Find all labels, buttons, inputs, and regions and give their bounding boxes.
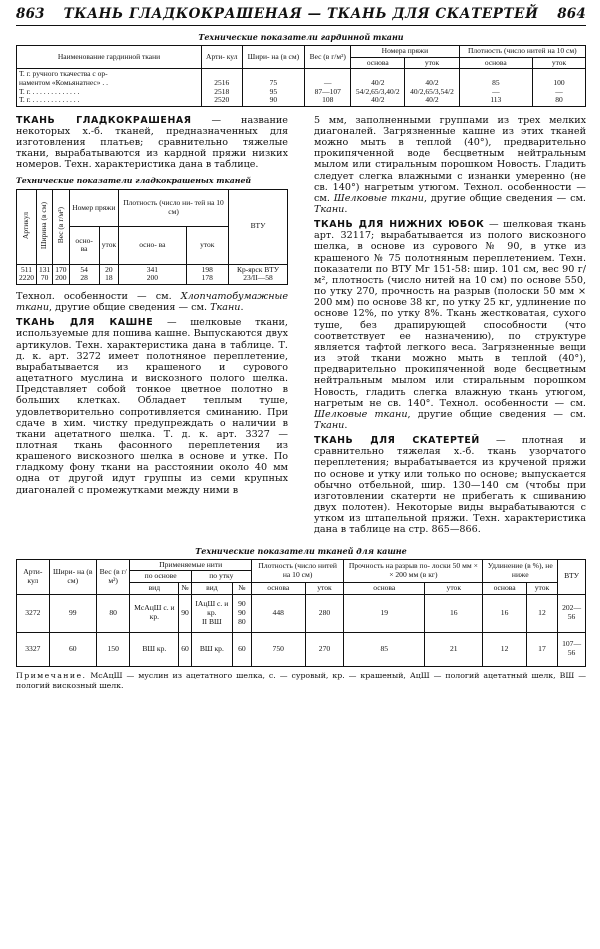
t3-cell: 280 xyxy=(305,594,344,632)
page-number-right: 864 xyxy=(557,6,586,22)
t3-h-elong: Удлинение (в %), не ниже xyxy=(483,559,558,582)
t1-cell: 40/2 xyxy=(425,95,439,105)
t2-cell: 170 xyxy=(55,264,67,274)
t1-h-article: Арти- кул xyxy=(202,46,243,69)
t3-cell: 270 xyxy=(305,632,344,666)
entry-heading: ТКАНЬ ДЛЯ КАШНЕ xyxy=(16,317,154,329)
t3-h-article: Арти- кул xyxy=(17,559,50,594)
t2-cell: 28 xyxy=(80,273,88,283)
t2-h-warp: осно- ва xyxy=(69,227,99,265)
t1-h-name: Наименование гардинной ткани xyxy=(17,46,202,69)
t3-h-no: № xyxy=(179,582,192,594)
page-number-left: 863 xyxy=(16,6,45,22)
text-run: . xyxy=(344,204,348,215)
t2-h-article-cell xyxy=(17,189,37,264)
t3-h-width: Шири- на (в см) xyxy=(49,559,96,594)
t2-h-weight: Вес (в г/м²) xyxy=(55,207,65,244)
t3-cell: 3327 xyxy=(17,632,50,666)
t3-cell: 60 xyxy=(232,632,251,666)
t3-h-e-warp: основа xyxy=(483,582,526,594)
note-label: Примечание. xyxy=(16,670,87,680)
t2-cell: 54 xyxy=(80,264,88,274)
t3-cell xyxy=(232,594,251,632)
t3-h-vtu: ВТУ xyxy=(558,559,586,594)
text-run: Ткани xyxy=(210,302,241,314)
t1-names xyxy=(17,69,202,107)
t2-cell: 200 xyxy=(55,273,67,283)
t1-cell: 2518 xyxy=(214,86,230,96)
two-columns xyxy=(16,115,586,540)
t2-cell: 178 xyxy=(201,273,213,283)
text-run: , другие общие сведения — см. xyxy=(407,408,586,420)
t3-cell: 80 xyxy=(96,594,130,632)
t2-h-warp2: осно- ва xyxy=(119,227,186,265)
t2-h-article: Артикул xyxy=(21,211,31,239)
t3-h-weight: Вес (в г/м²) xyxy=(96,559,130,594)
entry-text: 5 мм, заполненными группами из трех мелких диагоналей. Загрязненные кашне из этих тканей можно мыть в теплой (40°), предварительно прокипяченной воде бесцветным нейтральным мылом или стиральным порошком Новость. Гладить следует слегка влажными с изнанки умеренно (не св. 140°) нагретым утюгом. Технол. особенности — см. xyxy=(314,114,586,204)
t1-dwefts xyxy=(533,69,586,107)
t3-cell xyxy=(191,594,232,632)
t1-cell: 100 xyxy=(553,77,565,87)
text-run: , другие общие сведения — см. xyxy=(49,302,211,314)
t3-cell: 60 xyxy=(49,632,96,666)
t1-cell: — xyxy=(323,77,332,87)
t3-h-density: Плотность (число нитей на 10 см) xyxy=(251,559,343,582)
t3-cell: ВШ кр. xyxy=(130,632,179,666)
t3-cell-line: IАцШ с. и кр. xyxy=(195,599,229,617)
t2-cell: 18 xyxy=(105,273,113,283)
t2-h-yarn: Номер пряжи xyxy=(69,189,119,227)
running-head xyxy=(16,6,586,26)
t1-cell: — xyxy=(492,86,500,96)
t2-h-weft2: уток xyxy=(186,227,228,265)
t3-cell: 3272 xyxy=(17,594,50,632)
t3-cell: 60 xyxy=(179,632,192,666)
t1-cell: — xyxy=(555,86,563,96)
text-run: . xyxy=(344,419,348,431)
t3-cell-line: 80 xyxy=(238,616,246,626)
t1-cell: 2520 xyxy=(214,95,230,105)
t3-cell: 90 xyxy=(179,594,192,632)
t1-cell: 40/2 xyxy=(425,77,439,87)
t3-cell: 85 xyxy=(344,632,425,666)
table-row xyxy=(17,632,586,666)
t2-cell: 511 xyxy=(21,264,32,274)
t1-cell: 90 xyxy=(269,95,278,105)
t1-name-line: Т. г. . . . . . . . . . . . . . xyxy=(19,95,80,105)
t1-cell: 80 xyxy=(555,95,563,105)
entry-text: — шелковые ткани, используемые для пошива кашне. Выпускаются двух артикулов. Техн. характеристика дана в таблице. Т. д. к. арт. 3272 имеет полотняное переплетение, вырабатывается из крашеного и сурового ацетатного муслина и вискозного полого шелка. Представляет собой тонкое цветное полотно в больших клетках. Обладает теплым туше, удовлетворительно сопротивляется сминанию. При сдаче в хим. чистку предупреждать о наличии в ткани ацетатного шелка. Т. д. к. арт. 3327 — плотная ткань фасонного переплетения из крашеного вискозного шелка в основе и утке. По гладкому фону ткани на расстоянии около 40 мм одна от другой идут группы из семи крупных диагоналей с промежутками между ними в xyxy=(16,317,288,496)
t3-h-strength: Прочность на разрыв по- лоски 50 мм × × 200 мм (в кг) xyxy=(344,559,483,582)
table-note xyxy=(16,671,586,691)
text-run: Шелковые ткани xyxy=(333,192,424,204)
t1-cell: 85 xyxy=(492,77,500,87)
t3-cell: 150 xyxy=(96,632,130,666)
t3-h-no2: № xyxy=(232,582,251,594)
t3-cell: 12 xyxy=(526,594,557,632)
t3-h-kind2: вид xyxy=(191,582,232,594)
t1-cell: 95 xyxy=(269,86,278,96)
t2-c-weight xyxy=(53,264,69,284)
entry-text: — плотная и сравнительно тяжелая х.-б. ткань узорчатого переплетения; вырабатывается из крученой пряжи по основе и утку или только по основе; выпускается обычно отбельной, шир. 130—140 см (чтобы при изготовлении скатерти не прибегать к сшиванию двух полотен). Некоторые виды вырабатываются с утком из штапельной пряжи. Техн. характеристика дана в таблице на стр. 865—866. xyxy=(314,435,586,536)
t3-cell-line: II ВШ xyxy=(202,616,222,626)
t1-h-d-weft: уток xyxy=(533,57,586,69)
t3-h-e-weft: уток xyxy=(526,582,557,594)
t2-c-warp xyxy=(69,264,99,284)
t3-cell: 202—56 xyxy=(558,594,586,632)
t3-cell: 19 xyxy=(344,594,425,632)
table1-caption: Технические показатели гардинной ткани xyxy=(198,32,404,42)
t3-h-kind: вид xyxy=(130,582,179,594)
t2-c-art xyxy=(17,264,37,284)
t1-name-line: Т. г. . . . . . . . . . . . . . xyxy=(19,86,80,96)
t3-cell: 17 xyxy=(526,632,557,666)
t1-h-weft: уток xyxy=(405,57,459,69)
t3-cell: 16 xyxy=(425,594,483,632)
t2-h-weight-cell xyxy=(53,189,69,264)
table2-caption: Технические показатели гладкокрашеных тканей xyxy=(16,175,252,185)
text-run: Технол. особенности — см. xyxy=(16,290,181,302)
t1-h-width: Шири- на (в см) xyxy=(242,46,305,69)
t3-h-by-warp: по основе xyxy=(130,571,191,583)
t2-cell: 2220 xyxy=(19,273,34,283)
text-run: Ткани xyxy=(314,204,345,215)
t3-h-s-warp: основа xyxy=(344,582,425,594)
t3-cell: 16 xyxy=(483,594,526,632)
t3-cell: МсАцШ с. и кр. xyxy=(130,594,179,632)
t1-h-yarn: Номера пряжи xyxy=(351,46,459,58)
t1-warps xyxy=(351,69,405,107)
entry-heading: ТКАНЬ ГЛАДКОКРАШЕНАЯ xyxy=(16,114,192,126)
t1-weights xyxy=(305,69,351,107)
t2-cell: 20 xyxy=(105,264,113,274)
t1-cell: 40/2 xyxy=(371,77,385,87)
text-run: Хлопчатобумажные ткани xyxy=(16,290,288,314)
t2-h-width-cell xyxy=(37,189,53,264)
t1-cell: 108 xyxy=(322,95,334,105)
see-also-cotton xyxy=(16,291,288,313)
entry-petticoat xyxy=(314,219,586,431)
t2-cell: 200 xyxy=(146,273,158,283)
t1-h-warp: основа xyxy=(351,57,405,69)
t3-cell: 750 xyxy=(251,632,305,666)
t2-cell: 70 xyxy=(40,273,49,283)
scarf-fabric-table xyxy=(16,559,586,667)
entry-scarf-cont xyxy=(314,115,586,215)
entry-text: — шелковая ткань арт. 32117; вырабатывается из полого вискозного шелка, в основе из сурового № 90, в утке из крашеного № 75 полотняным переплетением. Техн. показатели по ВТУ Мг 151-58: шир. 101 см, вес 90 г/м², плотность (число нитей на 10 см) по основе 550, по утку 270, прочность на разрыв (полоски 50 мм × 200 мм) по основе 38 кг, по утку 25 кг, удлинение по основе 12%, по утку 8%. Ткань жестковатая, сухого туше, без драпирующей способности (что соответствует ее назначению), по структуре является тафтой легкого веса. Загрязненные вещи из этой ткани можно мыть в теплой (40°), предварительно прокипяченной воде бесцветным нейтральным мылом или стиральным порошком Новость, гладить слегка влажную ткань утюгом, нагретым не св. 140°. Технол. особенности — см. xyxy=(314,219,586,409)
t1-name-line: наментом «Комьянатнес» . . xyxy=(19,77,108,87)
table3-caption: Технические показатели тканей для кашне xyxy=(195,545,407,556)
text-run: Шелковые ткани xyxy=(314,408,408,420)
t1-h-weight: Вес (в г/м²) xyxy=(305,46,351,69)
t1-wefts xyxy=(405,69,459,107)
t2-c-weft xyxy=(99,264,118,284)
t3-cell-line: 90 90 xyxy=(238,599,246,617)
t3-h-d-warp: основа xyxy=(251,582,305,594)
table-row xyxy=(17,69,586,107)
t2-h-density: Плотность (число ни- тей на 10 см) xyxy=(119,189,229,227)
entry-heading: ТКАНЬ ДЛЯ СКАТЕРТЕЙ xyxy=(314,435,480,447)
entry-text: — название некоторых х.-б. тканей, предназначенных для изготовления платьев; сравнительно тяжелые ткани, вырабатываются из кардной пряжи низких номеров. Техн. характеристика дана в таблице. xyxy=(16,114,288,171)
entry-smooth-dyed xyxy=(16,115,288,171)
t1-articles xyxy=(202,69,243,107)
text-run: Ткани xyxy=(314,419,345,431)
text-run: . xyxy=(240,302,244,314)
t1-h-density: Плотность (число нитей на 10 см) xyxy=(459,46,585,58)
t1-cell: 2516 xyxy=(214,77,230,87)
t3-cell: 21 xyxy=(425,632,483,666)
t1-cell: 75 xyxy=(269,77,278,87)
t2-cell: 198 xyxy=(201,264,213,274)
text-run: , другие общие сведения — см. xyxy=(423,192,586,204)
t2-c-dwarp xyxy=(119,264,186,284)
t3-h-d-weft: уток xyxy=(305,582,344,594)
note-text: МсАцШ — муслин из ацетатного шелка, с. — суровый, кр. — крашеный, АцШ — пологий ацетатный шелк, ВШ — пологий вискозный шелк. xyxy=(16,670,586,690)
t1-cell: 40/2 xyxy=(371,95,385,105)
t1-cell: 54/2,65/3,40/2 xyxy=(355,86,400,96)
t2-h-width: Ширина (в см) xyxy=(39,201,49,249)
t2-h-weft: уток xyxy=(99,227,118,265)
t2-cell: 131 xyxy=(39,264,51,274)
t2-h-vtu: ВТУ xyxy=(229,189,288,264)
t3-h-s-weft: уток xyxy=(425,582,483,594)
t3-cell: ВШ кр. xyxy=(191,632,232,666)
t3-cell: 12 xyxy=(483,632,526,666)
t3-cell: 448 xyxy=(251,594,305,632)
entry-heading: ТКАНЬ ДЛЯ НИЖНИХ ЮБОК xyxy=(314,219,485,231)
t1-cell: 40/2,65/3,54/2 xyxy=(410,86,454,96)
t2-c-vtu: Кр-ярск ВТУ 23/II—58 xyxy=(229,264,288,284)
t3-h-by-weft: по утку xyxy=(191,571,251,583)
t3-cell: 107—56 xyxy=(558,632,586,666)
t3-h-threads: Применяемые нити xyxy=(130,559,251,571)
t2-c-dweft xyxy=(186,264,228,284)
t1-name-line: Т. г. ручного ткачества с ор- xyxy=(19,69,108,79)
t1-cell: 113 xyxy=(490,95,502,105)
left-column xyxy=(16,115,288,540)
entry-scarf xyxy=(16,317,288,496)
right-column xyxy=(314,115,586,540)
smooth-dyed-table xyxy=(16,189,288,285)
table-row xyxy=(17,264,288,284)
running-title: ТКАНЬ ГЛАДКОКРАШЕНАЯ — ТКАНЬ ДЛЯ СКАТЕРТЕЙ xyxy=(63,6,539,22)
t1-dwarps xyxy=(459,69,532,107)
entry-tablecloth xyxy=(314,435,586,535)
t1-h-d-warp: основа xyxy=(459,57,532,69)
table-row xyxy=(17,594,586,632)
t2-cell: 341 xyxy=(146,264,158,274)
t1-cell: 87—107 xyxy=(314,86,341,96)
t2-c-width xyxy=(37,264,53,284)
t1-widths xyxy=(242,69,305,107)
curtain-fabric-table xyxy=(16,45,586,107)
t3-cell: 99 xyxy=(49,594,96,632)
